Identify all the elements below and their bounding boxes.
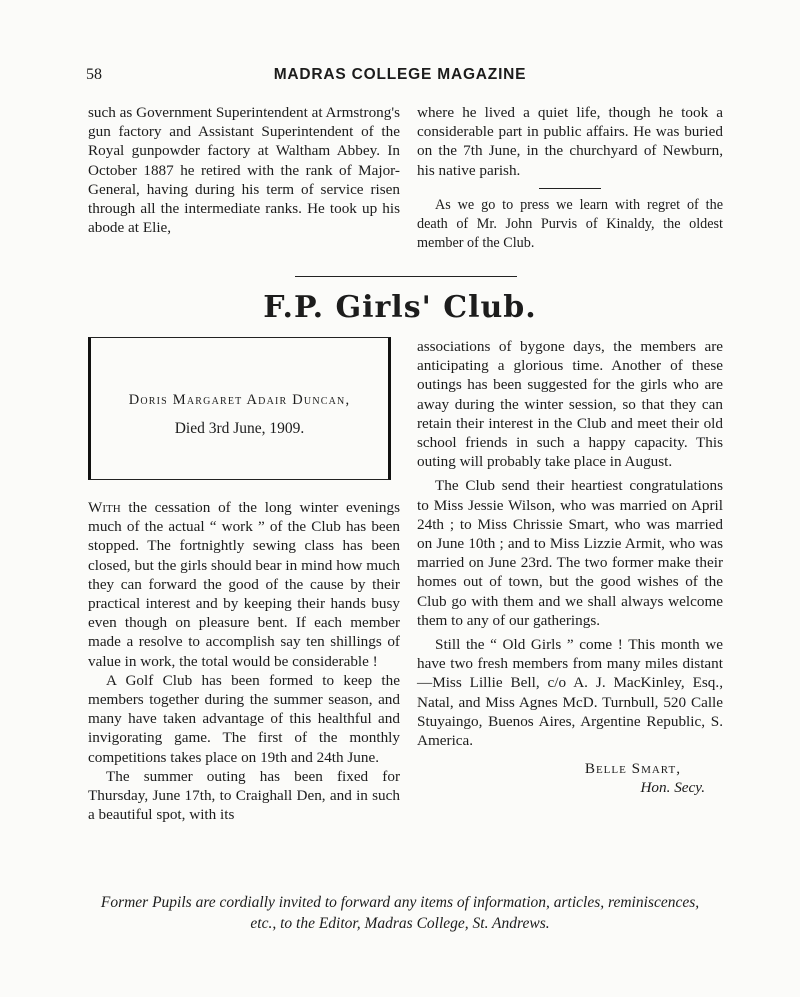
signature-name: Belle Smart, xyxy=(584,760,681,778)
memorial-name: Doris Margaret Adair Duncan, xyxy=(128,392,351,408)
paragraph-winter-text: the cessation of the long winter evenings much of the actual “ work ” of the Club has been stopped. The fortnightly sewing class has been closed, but the girls should bear in mind how much they can forward the good of the cause by their practical interest and by keeping their hands busy even though on pleasure bent. If each member made a resolve to accomplish say ten shillings of value in work, the total would be considerable ! xyxy=(88,499,400,670)
footer-note: Former Pupils are cordially invited to forward any items of information, articles, reminiscences, etc., to the Editor, Madras College, St. Andrews. xyxy=(100,894,700,932)
lead-word: With xyxy=(88,499,121,516)
bottom-right-column xyxy=(417,337,723,798)
paragraph-associations: associations of bygone days, the members are anticipating a glorious time. Another of these outings has been suggested for the girls who are away during the winter session, so that they can retain their interest in the Club and meet their old school friends in such a happy capacity. This outing will probably take place in August. xyxy=(417,338,723,471)
paragraph-old-girls: Still the “ Old Girls ” come ! This month we have two fresh members from many miles distant—Miss Lillie Bell, c/o A. J. MacKinley, Esq., Natal, and Miss Agnes McD. Turnbull, 520 Calle Stuyaingo, Buenos Aires, Argentine Republic, S. America. xyxy=(417,636,723,750)
top-right-column xyxy=(417,103,723,253)
running-head: MADRAS COLLEGE MAGAZINE xyxy=(273,66,527,83)
memorial-date: Died 3rd June, 1909. xyxy=(174,420,305,437)
bottom-left-column xyxy=(88,498,400,824)
section-title: F.P. Girls' Club. xyxy=(263,290,537,325)
memorial-box xyxy=(88,337,391,480)
section-divider xyxy=(295,276,517,277)
signature-title: Hon. Secy. xyxy=(640,779,705,797)
short-divider xyxy=(539,188,601,189)
paragraph-winter xyxy=(88,498,400,671)
paragraph-golf: A Golf Club has been formed to keep the members together during the summer season, and many have taken advantage of this healthful and invigorating game. The first of the monthly competitions takes place on 19th and 24th June. xyxy=(88,671,400,766)
page-number: 58 xyxy=(86,66,102,83)
paragraph-outing: The summer outing has been fixed for Thursday, June 17th, to Craighall Den, and in such a beautiful spot, with its xyxy=(88,767,400,824)
press-note: As we go to press we learn with regret of the death of Mr. John Purvis of Kinaldy, the oldest member of the Club. xyxy=(417,196,723,252)
paragraph-congratulations: The Club send their heartiest congratulations to Miss Jessie Wilson, who was married on April 24th ; to Miss Chrissie Smart, who was married on June 10th ; and to Miss Lizzie Armit, who was married on June 23rd. The two former make their homes out of town, but the good wishes of the Club go with them and we shall always welcome them to any of our gatherings. xyxy=(417,477,723,629)
top-left-column xyxy=(88,103,400,237)
top-right-paragraph: where he lived a quiet life, though he took a considerable part in public affairs. He was buried on the 7th June, in the churchyard of Newburn, his native parish. xyxy=(417,104,723,179)
top-left-paragraph: such as Government Superintendent at Armstrong's gun factory and Assistant Superintendent of the Royal gunpowder factory at Waltham Abbey. In October 1887 he retired with the rank of Major-General, having during his term of service risen through all the intermediate ranks. He took up his abode at Elie, xyxy=(88,104,400,237)
